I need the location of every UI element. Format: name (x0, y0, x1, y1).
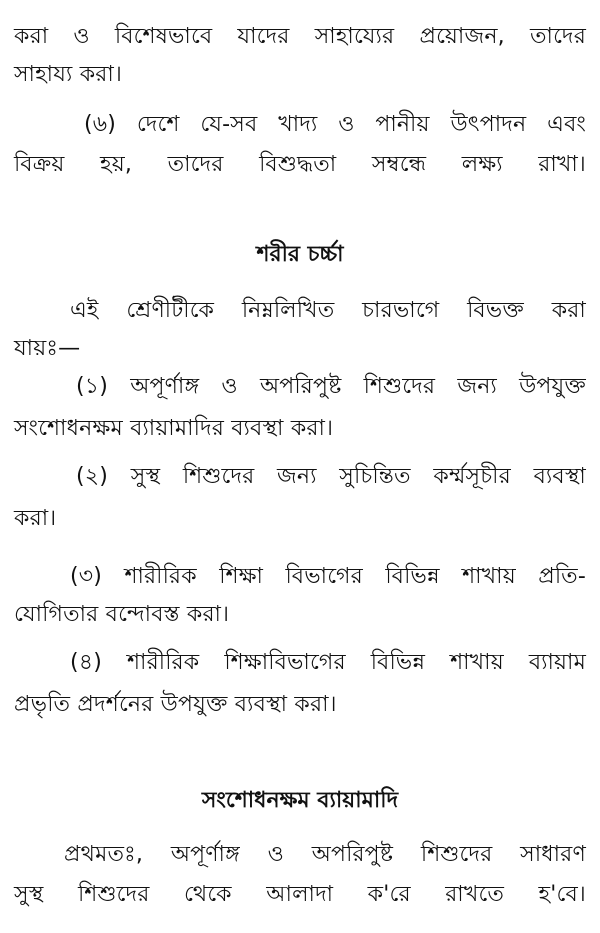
section-heading-physical-exercise: শরীর চর্চ্চা (256, 242, 344, 267)
text-line-3: (৬) দেশে যে-সব খাদ্য ও পানীয় উৎপাদন এবং (84, 112, 586, 137)
closing-line-2: সুস্থ শিশুদের থেকে আলাদা ক'রে রাখতে হ'বে। (14, 882, 586, 907)
intro-line-2: যায়ঃ— (14, 336, 81, 361)
list-item-3-line-1: (৩) শারীরিক শিক্ষা বিভাগের বিভিন্ন শাখায় প্রতি- (70, 564, 586, 589)
list-item-2-line-2: করা। (14, 506, 57, 531)
list-item-4-line-2: প্রভৃতি প্রদর্শনের উপযুক্ত ব্যবস্থা করা। (14, 692, 337, 717)
text-line-2: সাহায্য করা। (14, 62, 123, 87)
list-item-1-line-2: সংশোধনক্ষম ব্যায়ামাদির ব্যবস্থা করা। (14, 416, 334, 441)
list-item-3-line-2: যোগিতার বন্দোবস্ত করা। (14, 602, 230, 627)
text-line-4: বিক্রয় হয়, তাদের বিশুদ্ধতা সম্বন্ধে লক্ষ্য রাখা। (14, 152, 586, 177)
list-item-4-line-1: (৪) শারীরিক শিক্ষাবিভাগের বিভিন্ন শাখায় ব্যায়াম (70, 650, 586, 675)
text-line-1: করা ও বিশেষভাবে যাদের সাহায্যের প্রয়োজন, তাদের (14, 24, 586, 49)
list-item-1-line-1: (১) অপূর্ণাঙ্গ ও অপরিপুষ্ট শিশুদের জন্য উপযুক্ত (76, 374, 586, 399)
closing-line-1: প্রথমতঃ, অপূর্ণাঙ্গ ও অপরিপুষ্ট শিশুদের সাধারণ (64, 842, 586, 867)
section-heading-corrective-exercise: সংশোধনক্ষম ব্যায়ামাদি (201, 788, 399, 813)
list-item-2-line-1: (২) সুস্থ শিশুদের জন্য সুচিন্তিত কর্ম্মসূচীর ব্যবস্থা (76, 464, 586, 489)
intro-line-1: এই শ্রেণীটীকে নিম্নলিখিত চারভাগে বিভক্ত করা (70, 298, 586, 323)
